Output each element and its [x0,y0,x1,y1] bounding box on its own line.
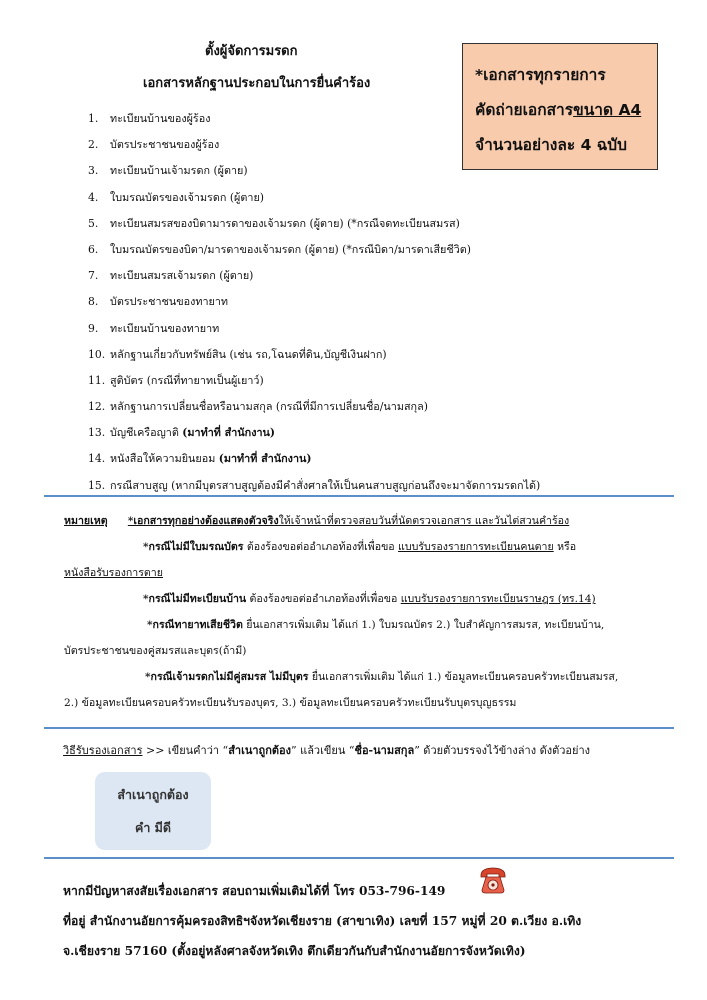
remark-5-cont-text: 2.) ข้อมูลทะเบียนครอบครัวทะเบียนรับรองบุตร, 3.) ข้อมูลทะเบียนครอบครัวทะเบียนรับบุตรบุญธรรม [64,697,517,709]
contact-phone: หากมีปัญหาสงสัยเรื่องเอกสาร สอบถามเพิ่มเติมได้ที่ โทร 053-796-149 [63,884,446,898]
divider [44,727,674,729]
document-number: 9. [88,321,99,335]
document-list [88,106,540,499]
document-item [88,394,540,420]
remark-4-cont [64,638,664,664]
remark-2-form: แบบรับรองรายการทะเบียนคนตาย [398,541,554,553]
document-text: ทะเบียนบ้านเจ้ามรดก (ผู้ตาย) [110,164,248,178]
method-text-1: >> เขียนคำว่า “ [142,744,229,757]
document-text: ทะเบียนบ้านของทายาท [110,321,220,335]
document-item [88,237,540,263]
document-item [88,106,540,132]
document-item [88,420,540,446]
method-text-3: ” ด้วยตัวบรรจงไว้ข้างล่าง ดังตัวอย่าง [414,744,591,757]
document-item [88,158,540,184]
method-label: วิธีรับรองเอกสาร [63,744,143,757]
notice-line-3: จำนวนอย่างละ 4 ฉบับ [475,136,627,154]
document-number: 2. [88,138,99,152]
document-item [88,211,540,237]
remark-5-text: ยื่นเอกสารเพิ่มเติม ได้แก่ 1.) ข้อมูลทะเบียนครอบครัวทะเบียนสมรส, [308,671,619,683]
certification-example [95,772,211,850]
contact-address-cont: จ.เชียงราย 57160 (ตั้งอยู่หลังศาลจังหวัดเทิง ตึกเดียวกันกับสำนักงานอัยการจังหวัดเทิง) [63,944,526,958]
method-full-name: ชื่อ-นามสกุล [354,744,415,757]
remarks-label: หมายเหตุ [64,515,108,527]
document-number: 1. [88,112,99,125]
remark-3 [64,586,664,612]
document-item [88,289,540,315]
document-text: ทะเบียนสมรสเจ้ามรดก (ผู้ตาย) [110,269,254,283]
document-number: 13. [88,426,106,440]
document-text: หลักฐานเกี่ยวกับทรัพย์สิน (เช่น รถ,โฉนดที่ดิน,บัญชีเงินฝาก) [110,347,387,361]
page-subtitle: เอกสารหลักฐานประกอบในการยื่นคำร้อง [143,76,371,91]
document-text: บัญชีเครือญาติ [110,426,183,440]
document-item [88,446,540,472]
document-number: 11. [88,373,106,387]
remark-5-cont [64,690,664,716]
document-item [88,185,540,211]
remark-2-end: หรือ [553,541,577,553]
example-line-2: คำ มีดี [134,820,172,835]
remark-4-text: ยื่นเอกสารเพิ่มเติม ได้แก่ 1.) ใบมรณบัตร 2.) ใบสำคัญการสมรส, ทะเบียนบ้าน, [242,619,605,631]
document-number: 3. [88,164,99,178]
remark-2 [64,534,664,560]
remark-1-text: ให้เจ้าหน้าที่ตรวจสอบวันที่นัดตรวจเอกสาร และวันไต่สวนคำร้อง [278,515,570,527]
document-item [88,316,540,342]
document-number: 14. [88,452,106,466]
document-text: ใบมรณบัตรของเจ้ามรดก (ผู้ตาย) [110,190,264,204]
document-text: ใบมรณบัตรของบิดา/มารดาของเจ้ามรดก (ผู้ตาย) (*กรณีบิดา/มารดาเสียชีวิต) [110,242,471,256]
contact-address: ที่อยู่ สำนักงานอัยการคุ้มครองสิทธิฯจังหวัดเชียงราย (สาขาเทิง) เลขที่ 157 หมู่ที่ 20 ต.เวียง อ.เทิง [63,914,582,928]
document-text: บัตรประชาชนของผู้ร้อง [110,138,220,152]
remarks-section [64,508,664,716]
remark-2-cont-text: หนังสือรับรองการตาย [64,567,163,579]
document-item [88,132,540,158]
remark-4-bold: *กรณีทายาทเสียชีวิต [147,619,243,631]
remark-5-bold: *กรณีเจ้ามรดกไม่มีคู่สมรส ไม่มีบุตร [145,671,309,683]
remark-1-bold: *เอกสารทุกอย่างต้องแสดงตัวจริง [127,515,279,527]
document-text: ทะเบียนสมรสของบิดามารดาของเจ้ามรดก (ผู้ตาย) (*กรณีจดทะเบียนสมรส) [110,216,460,230]
page-title: ตั้งผู้จัดการมรดก [205,44,298,59]
divider [44,495,674,497]
method-text-2: ” แล้วเขียน “ [290,744,355,757]
remark-2-cont [64,560,664,586]
document-number: 15. [88,478,106,492]
document-number: 6. [88,242,99,256]
document-number: 4. [88,190,99,204]
document-item [88,368,540,394]
notice-line-2-size: ขนาด A4 [573,101,642,119]
notice-line-1: *เอกสารทุกรายการ [475,66,606,84]
document-text: บัตรประชาชนของทายาท [110,295,229,309]
document-note: (มาทำที่ สำนักงาน) [182,426,276,440]
document-number: 10. [88,347,106,361]
document-item [88,342,540,368]
document-text: สูติบัตร (กรณีที่ทายาทเป็นผู้เยาว์) [110,373,264,387]
divider [44,857,674,859]
document-text: กรณีสาบสูญ (หากมีบุตรสาบสูญต้องมีคำสั่งศาลให้เป็นคนสาบสูญก่อนถึงจะมาจัดการมรดกได้) [110,478,541,492]
document-number: 7. [88,269,99,283]
remark-3-form: แบบรับรองรายการทะเบียนราษฎร (ทร.14) [400,593,596,605]
remark-4 [64,612,664,638]
document-item [88,263,540,289]
document-number: 8. [88,295,99,309]
document-number: 12. [88,400,106,414]
remark-3-text: ต้องร้องขอต่ออำเภอท้องที่เพื่อขอ [246,593,401,605]
document-text: ทะเบียนบ้านของผู้ร้อง [110,112,211,125]
notice-line-2-prefix: คัดถ่ายเอกสาร [475,101,574,119]
document-text: หลักฐานการเปลี่ยนชื่อหรือนามสกุล (กรณีที่มีการเปลี่ยนชื่อ/นามสกุล) [110,400,428,414]
certification-method [63,741,590,759]
telephone-icon [478,866,508,894]
example-line-1: สำเนาถูกต้อง [117,787,189,802]
remark-2-text: ต้องร้องขอต่ออำเภอท้องที่เพื่อขอ [243,541,399,553]
method-certified-copy: สำเนาถูกต้อง [228,744,291,757]
remark-1 [64,508,664,534]
remark-3-bold: *กรณีไม่มีทะเบียนบ้าน [143,593,247,605]
document-note: (มาทำที่ สำนักงาน) [218,452,312,466]
remark-4-cont-text: บัตรประชาชนของคู่สมรสและบุตร(ถ้ามี) [64,645,247,657]
remark-2-bold: *กรณีไม่มีใบมรณบัตร [143,541,244,553]
document-number: 5. [88,216,99,230]
remark-5 [64,664,664,690]
document-text: หนังสือให้ความยินยอม [110,452,219,466]
